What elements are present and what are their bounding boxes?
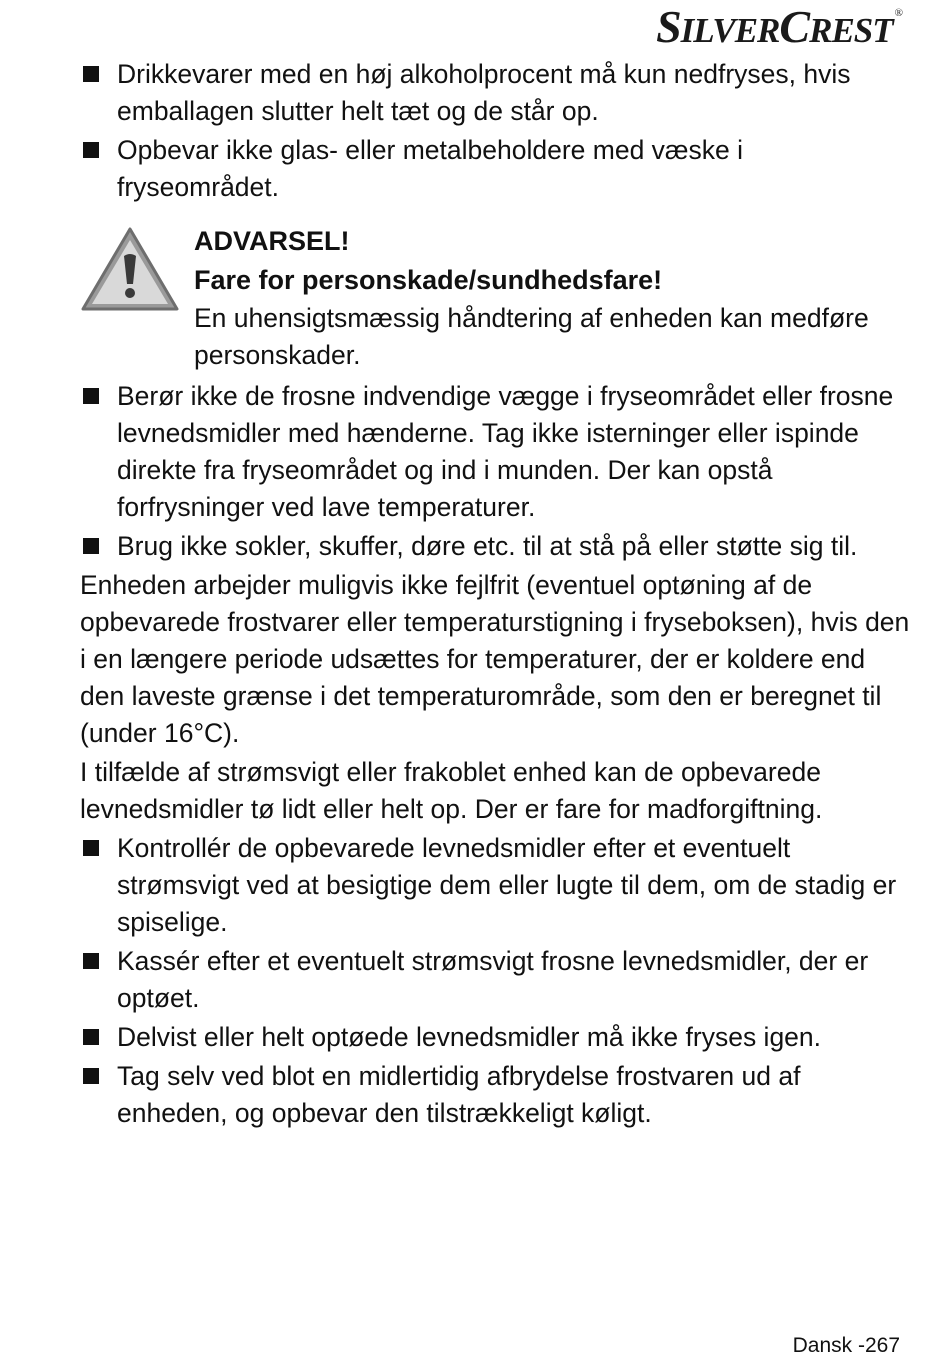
square-bullet-icon <box>83 1029 99 1045</box>
registered-mark: ® <box>894 7 902 19</box>
list-item-text: Kontrollér de opbevarede levnedsmidler efter et eventuelt strømsvigt ved at besigtige dem eller lugte til dem, om de stadig er spiselige. <box>117 833 897 937</box>
list-item-text: Drikkevarer med en høj alkoholprocent må kun nedfryses, hvis emballagen slutter helt tæt og de står op. <box>117 59 851 126</box>
logo-letters: ILVER <box>680 11 780 50</box>
page-number: Dansk -267 <box>792 1334 900 1357</box>
logo-letter: S <box>656 1 681 52</box>
list-item <box>80 378 910 526</box>
list-item <box>80 830 910 941</box>
logo-letter: C <box>779 1 810 52</box>
list-item-text: Delvist eller helt optøede levnedsmidler må ikke fryses igen. <box>117 1022 822 1052</box>
list-item-text: Kassér efter et eventuelt strømsvigt frosne levnedsmidler, der er optøet. <box>117 946 869 1013</box>
list-item-text: Brug ikke sokler, skuffer, døre etc. til at stå på eller støtte sig til. <box>117 531 858 561</box>
square-bullet-icon <box>83 1068 99 1084</box>
square-bullet-icon <box>83 538 99 554</box>
page-content <box>80 56 910 1134</box>
logo-letters: REST <box>809 11 893 50</box>
list-item <box>80 132 910 206</box>
list-item <box>80 1058 910 1132</box>
list-item-text: Tag selv ved blot en midlertidig afbrydelse frostvaren ud af enheden, og opbevar den tilstrækkeligt køligt. <box>117 1061 801 1128</box>
list-item <box>80 528 910 565</box>
warning-title: ADVARSEL! <box>194 226 350 256</box>
list-item <box>80 1019 910 1056</box>
silvercrest-logo <box>656 1 902 52</box>
paragraph: Enheden arbejder muligvis ikke fejlfrit (eventuel optøning af de opbevarede frostvarer eller temperaturstigning i fryseboksen), hvis den i en længere periode udsættes for temperaturer, der er koldere end den laveste grænse i det temperaturområde, som den er beregnet til (under 16°C). <box>80 570 910 748</box>
list-item <box>80 943 910 1017</box>
square-bullet-icon <box>83 840 99 856</box>
paragraph: I tilfælde af strømsvigt eller frakoblet enhed kan de opbevarede levnedsmidler tø lidt eller helt op. Der er fare for madforgiftning. <box>80 757 823 824</box>
list-item <box>80 56 910 130</box>
list-item-text: Berør ikke de frosne indvendige vægge i fryseområdet eller frosne levnedsmidler med hænderne. Tag ikke isterninger eller ispinde direkte fra fryseområdet og ind i munden. Der kan opstå forfrysninger ved lave temperaturer. <box>117 381 894 522</box>
warning-subtitle: Fare for personskade/sundhedsfare! <box>194 265 663 295</box>
list-item-text: Opbevar ikke glas- eller metalbeholdere med væske i fryseområdet. <box>117 135 743 202</box>
square-bullet-icon <box>83 953 99 969</box>
warning-triangle-icon <box>80 226 180 374</box>
square-bullet-icon <box>83 388 99 404</box>
warning-text: En uhensigtsmæssig håndtering af enheden kan medføre personskader. <box>194 303 869 370</box>
square-bullet-icon <box>83 142 99 158</box>
warning-block <box>80 222 910 374</box>
square-bullet-icon <box>83 66 99 82</box>
